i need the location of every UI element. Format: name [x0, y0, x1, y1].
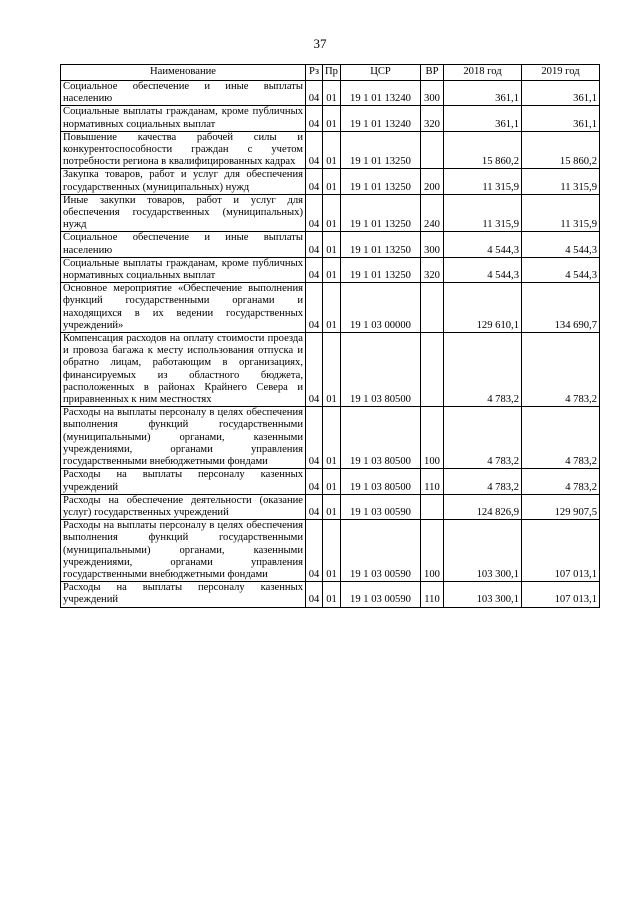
cell-2019: 4 544,3 [522, 257, 600, 282]
cell-csr: 19 1 01 13240 [341, 81, 421, 106]
cell-name: Закупка товаров, работ и услуг для обеспечения государственных (муниципальных) нужд [61, 169, 306, 194]
cell-2019: 4 783,2 [522, 469, 600, 494]
cell-rz: 04 [306, 407, 323, 469]
cell-name: Повышение качества рабочей силы и конкурентоспособности граждан с учетом потребности региона в квалифицированных кадрах [61, 131, 306, 169]
table-row [61, 520, 600, 582]
table-row [61, 283, 600, 333]
cell-rz: 04 [306, 232, 323, 257]
cell-pr: 01 [323, 494, 341, 519]
cell-vr: 100 [421, 520, 444, 582]
cell-name: Иные закупки товаров, работ и услуг для обеспечения государственных (муниципальных) нужд [61, 194, 306, 232]
cell-vr: 320 [421, 257, 444, 282]
cell-csr: 19 1 01 13250 [341, 131, 421, 169]
cell-vr: 300 [421, 81, 444, 106]
cell-rz: 04 [306, 106, 323, 131]
cell-2018: 361,1 [444, 106, 522, 131]
cell-2019: 361,1 [522, 81, 600, 106]
cell-rz: 04 [306, 283, 323, 333]
cell-pr: 01 [323, 194, 341, 232]
cell-vr: 240 [421, 194, 444, 232]
cell-pr: 01 [323, 232, 341, 257]
header-row [61, 65, 600, 81]
cell-2019: 107 013,1 [522, 582, 600, 607]
header-rz: Рз [306, 65, 323, 81]
table-row [61, 582, 600, 607]
cell-vr: 200 [421, 169, 444, 194]
cell-name: Расходы на выплаты персоналу казенных учреждений [61, 582, 306, 607]
cell-2018: 4 544,3 [444, 257, 522, 282]
cell-csr: 19 1 01 13250 [341, 257, 421, 282]
cell-name: Основное мероприятие «Обеспечение выполнения функций государственными органами и находящихся в их ведении государственных учреждений» [61, 283, 306, 333]
table-row [61, 333, 600, 407]
cell-2018: 4 783,2 [444, 407, 522, 469]
cell-rz: 04 [306, 333, 323, 407]
table-row [61, 494, 600, 519]
cell-csr: 19 1 03 80500 [341, 469, 421, 494]
cell-pr: 01 [323, 333, 341, 407]
cell-2019: 11 315,9 [522, 169, 600, 194]
cell-2018: 11 315,9 [444, 169, 522, 194]
table-row [61, 257, 600, 282]
cell-pr: 01 [323, 469, 341, 494]
cell-vr [421, 494, 444, 519]
cell-rz: 04 [306, 194, 323, 232]
cell-vr: 110 [421, 469, 444, 494]
cell-2018: 11 315,9 [444, 194, 522, 232]
cell-csr: 19 1 01 13250 [341, 194, 421, 232]
table-row [61, 232, 600, 257]
cell-2019: 134 690,7 [522, 283, 600, 333]
cell-2019: 11 315,9 [522, 194, 600, 232]
cell-pr: 01 [323, 131, 341, 169]
header-2019: 2019 год [522, 65, 600, 81]
cell-csr: 19 1 03 00590 [341, 520, 421, 582]
cell-csr: 19 1 03 00590 [341, 582, 421, 607]
cell-rz: 04 [306, 520, 323, 582]
cell-pr: 01 [323, 407, 341, 469]
cell-rz: 04 [306, 169, 323, 194]
cell-rz: 04 [306, 131, 323, 169]
cell-vr: 110 [421, 582, 444, 607]
cell-rz: 04 [306, 469, 323, 494]
cell-pr: 01 [323, 520, 341, 582]
cell-name: Социальное обеспечение и иные выплаты населению [61, 232, 306, 257]
cell-csr: 19 1 03 00000 [341, 283, 421, 333]
cell-pr: 01 [323, 582, 341, 607]
header-pr: Пр [323, 65, 341, 81]
table-row [61, 469, 600, 494]
cell-2018: 4 783,2 [444, 333, 522, 407]
cell-csr: 19 1 01 13250 [341, 232, 421, 257]
budget-table [60, 64, 600, 608]
cell-name: Компенсация расходов на оплату стоимости проезда и провоза багажа к месту использования отпуска и обратно лицам, работающим в организациях, финансируемых из областного бюджета, расположенных в районах Крайнего Севера и приравненных к ним местностях [61, 333, 306, 407]
cell-vr [421, 131, 444, 169]
cell-pr: 01 [323, 81, 341, 106]
cell-vr: 300 [421, 232, 444, 257]
header-name: Наименование [61, 65, 306, 81]
cell-2019: 129 907,5 [522, 494, 600, 519]
cell-pr: 01 [323, 257, 341, 282]
table-row [61, 169, 600, 194]
cell-2018: 103 300,1 [444, 520, 522, 582]
cell-2018: 4 783,2 [444, 469, 522, 494]
cell-vr: 320 [421, 106, 444, 131]
cell-csr: 19 1 03 80500 [341, 407, 421, 469]
table-row [61, 194, 600, 232]
table-row [61, 106, 600, 131]
cell-rz: 04 [306, 81, 323, 106]
cell-name: Социальные выплаты гражданам, кроме публичных нормативных социальных выплат [61, 257, 306, 282]
cell-2019: 4 544,3 [522, 232, 600, 257]
cell-vr [421, 333, 444, 407]
cell-2018: 4 544,3 [444, 232, 522, 257]
cell-2018: 103 300,1 [444, 582, 522, 607]
cell-2018: 129 610,1 [444, 283, 522, 333]
cell-rz: 04 [306, 582, 323, 607]
cell-name: Расходы на выплаты персоналу в целях обеспечения выполнения функций государственными (муниципальными) органами, казенными учреждениями, органами управления государственными внебюджетными фондами [61, 520, 306, 582]
cell-csr: 19 1 01 13250 [341, 169, 421, 194]
cell-pr: 01 [323, 283, 341, 333]
cell-name: Расходы на выплаты персоналу в целях обеспечения выполнения функций государственными (муниципальными) органами, казенными учреждениями, органами управления государственными внебюджетными фондами [61, 407, 306, 469]
cell-name: Социальное обеспечение и иные выплаты населению [61, 81, 306, 106]
cell-pr: 01 [323, 106, 341, 131]
cell-name: Расходы на выплаты персоналу казенных учреждений [61, 469, 306, 494]
cell-csr: 19 1 03 80500 [341, 333, 421, 407]
cell-2019: 4 783,2 [522, 333, 600, 407]
cell-2018: 15 860,2 [444, 131, 522, 169]
cell-2018: 124 826,9 [444, 494, 522, 519]
cell-2019: 4 783,2 [522, 407, 600, 469]
cell-name: Социальные выплаты гражданам, кроме публичных нормативных социальных выплат [61, 106, 306, 131]
cell-2019: 15 860,2 [522, 131, 600, 169]
cell-csr: 19 1 03 00590 [341, 494, 421, 519]
cell-pr: 01 [323, 169, 341, 194]
page-number: 37 [313, 36, 327, 51]
cell-rz: 04 [306, 257, 323, 282]
header-csr: ЦСР [341, 65, 421, 81]
cell-csr: 19 1 01 13240 [341, 106, 421, 131]
table-row [61, 407, 600, 469]
cell-2019: 107 013,1 [522, 520, 600, 582]
header-2018: 2018 год [444, 65, 522, 81]
cell-vr [421, 283, 444, 333]
cell-name: Расходы на обеспечение деятельности (оказание услуг) государственных учреждений [61, 494, 306, 519]
table-row [61, 131, 600, 169]
cell-rz: 04 [306, 494, 323, 519]
cell-2018: 361,1 [444, 81, 522, 106]
header-vr: ВР [421, 65, 444, 81]
cell-2019: 361,1 [522, 106, 600, 131]
table-row [61, 81, 600, 106]
cell-vr: 100 [421, 407, 444, 469]
